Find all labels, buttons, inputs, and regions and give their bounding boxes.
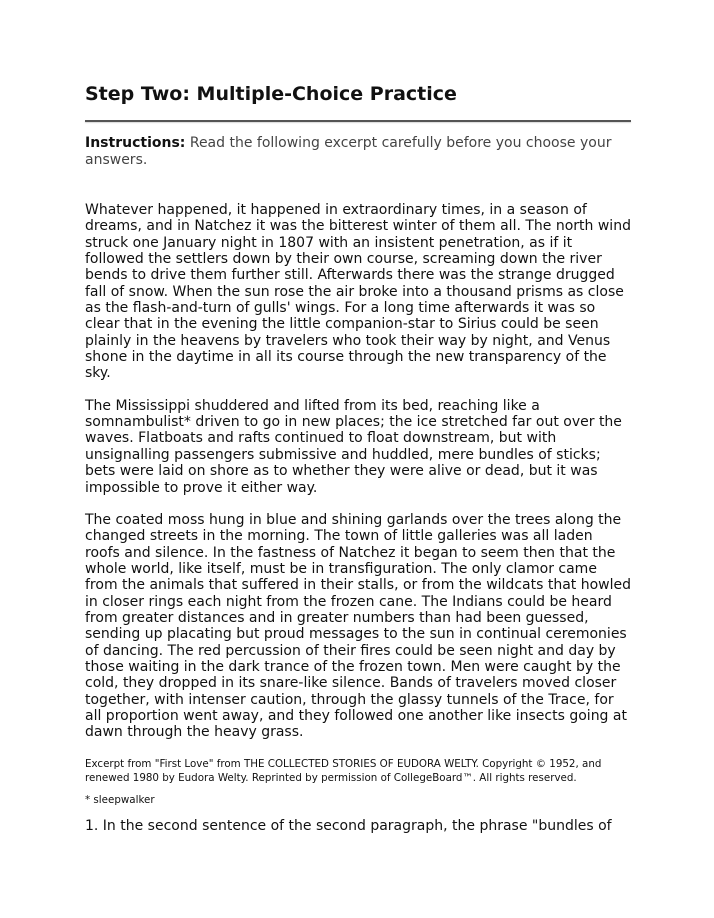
excerpt-passage (85, 202, 631, 757)
title-divider (85, 120, 631, 122)
passage-paragraph-2: The Mississippi shuddered and lifted from its bed, reaching like a somnambulist* driven to go in new places; the ice stretched far out over the waves. Flatboats and rafts continued to float downstream, but with unsignalling passengers submissive and huddled, mere bundles of sticks; bets were laid on shore as to whether they were alive or dead, but it was impossible to prove it either way. (85, 397, 622, 496)
instructions (85, 135, 631, 169)
instructions-label: Instructions: (85, 135, 186, 151)
question-1: 1. In the second sentence of the second paragraph, the phrase "bundles of (85, 818, 612, 834)
source-citation: Excerpt from "First Love" from THE COLLECTED STORIES OF EUDORA WELTY. Copyright © 1952, and renewed 1980 by Eudora Welty. Reprinted by permission of CollegeBoard™. All rights reserved. (85, 758, 602, 784)
instructions-text: Read the following excerpt carefully before you choose your answers. (85, 135, 612, 168)
page-title: Step Two: Multiple-Choice Practice (85, 83, 457, 105)
passage-paragraph-1: Whatever happened, it happened in extraordinary times, in a season of dreams, and in Natchez it was the bitterest winter of them all. The north wind struck one January night in 1807 with an insistent penetration, as if it followed the settlers down by their own course, screaming down the river bends to drive them further still. Afterwards there was the strange drugged fall of snow. When the sun rose the air broke into a thousand prisms as close as the flash-and-turn of gulls' wings. For a long time afterwards it was so clear that in the evening the little companion-star to Sirius could be seen plainly in the heavens by travelers who took their way by night, and Venus shone in the daytime in all its course through the new transparency of the sky. (85, 202, 631, 382)
footnote: * sleepwalker (85, 794, 155, 806)
passage-paragraph-3: The coated moss hung in blue and shining garlands over the trees along the changed streets in the morning. The town of little galleries was all laden roofs and silence. In the fastness of Natchez it began to seem then that the whole world, like itself, must be in transfiguration. The only clamor came from the animals that suffered in their stalls, or from the wildcats that howled in closer rings each night from the frozen cane. The Indians could be heard from greater distances and in greater numbers than had been guessed, sending up placating but proud messages to the sun in continual ceremonies of dancing. The red percussion of their fires could be seen night and day by those waiting in the dark trance of the frozen town. Men were caught by the cold, they dropped in its snare-like silence. Bands of travelers moved closer together, with intenser caution, through the glassy tunnels of the Trace, for all proportion went away, and they followed one another like insects going at dawn through the heavy grass. (85, 511, 631, 741)
